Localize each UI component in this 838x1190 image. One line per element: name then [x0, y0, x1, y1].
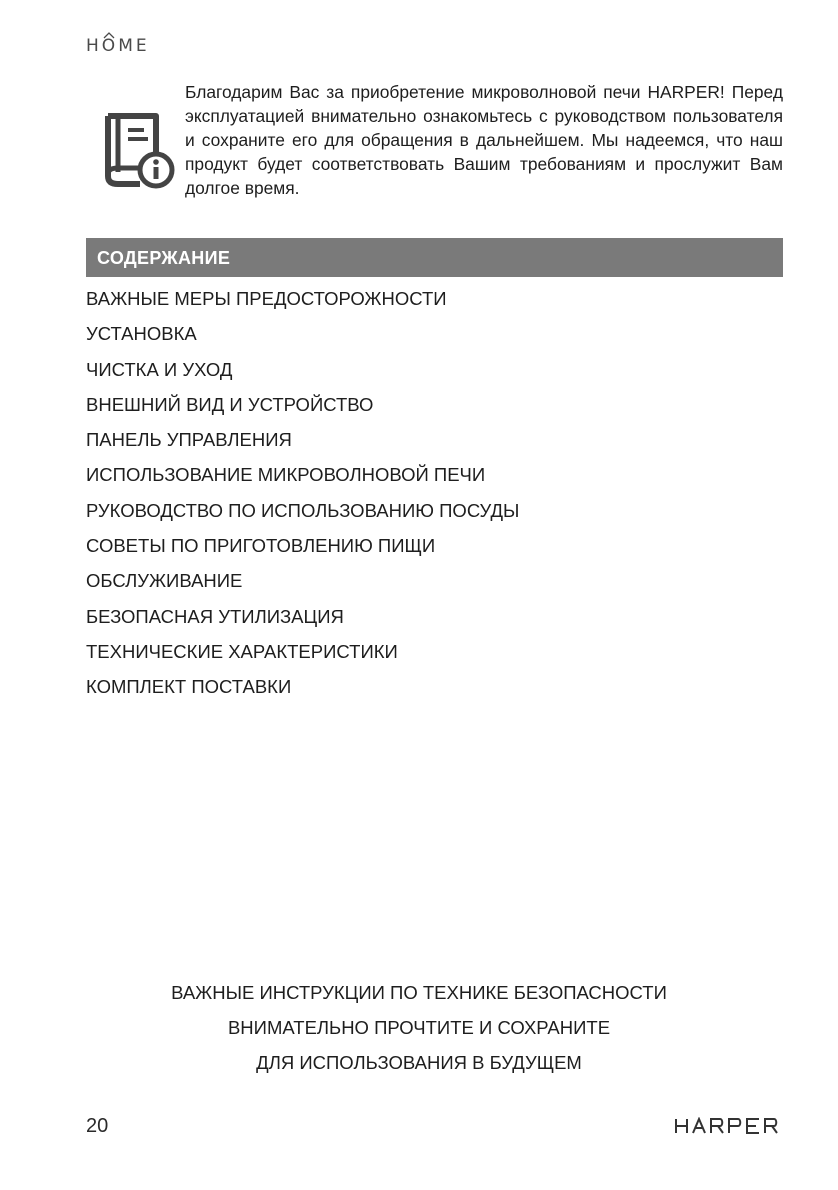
toc-item: ПАНЕЛЬ УПРАВЛЕНИЯ: [86, 429, 292, 451]
toc-list: [86, 287, 519, 711]
notice-line-2: ВНИМАТЕЛЬНО ПРОЧТИТЕ И СОХРАНИТЕ: [227, 1017, 611, 1038]
toc-title: СОДЕРЖАНИЕ: [97, 248, 231, 268]
notice-line-3: ДЛЯ ИСПОЛЬЗОВАНИЯ В БУДУЩЕМ: [256, 1052, 582, 1073]
house-o-glyph: O: [102, 36, 118, 56]
toc-item: ВНЕШНИЙ ВИД И УСТРОЙСТВО: [86, 393, 374, 415]
safety-notice: [0, 980, 838, 1085]
toc-item: СОВЕТЫ ПО ПРИГОТОВЛЕНИЮ ПИЩИ: [86, 535, 436, 557]
toc-item: БЕЗОПАСНАЯ УТИЛИЗАЦИЯ: [86, 605, 344, 627]
toc-header-bar: [86, 238, 783, 277]
toc-item: ОБСЛУЖИВАНИЕ: [86, 570, 243, 592]
toc-item: РУКОВОДСТВО ПО ИСПОЛЬЗОВАНИЮ ПОСУДЫ: [86, 499, 520, 521]
harper-logo: [674, 1117, 784, 1135]
toc-item: ВАЖНЫЕ МЕРЫ ПРЕДОСТОРОЖНОСТИ: [86, 288, 447, 309]
intro-paragraph: Благодарим Вас за приобретение микроволновой печи HARPER! Перед эксплуатацией внимательно ознакомьтесь с руководством пользователя и сохраните его для обращения в дальнейшем. Мы надеемся, что наш продукт будет соответствовать Вашим требованиям и прослужит Вам долгое время.: [185, 82, 783, 198]
toc-item: ИСПОЛЬЗОВАНИЕ МИКРОВОЛНОВОЙ ПЕЧИ: [86, 464, 486, 486]
toc-item: ТЕХНИЧЕСКИЕ ХАРАКТЕРИСТИКИ: [86, 640, 398, 662]
toc-item: УСТАНОВКА: [86, 323, 197, 345]
toc-item: ЧИСТКА И УХОД: [86, 358, 233, 380]
roof-icon: [103, 32, 115, 39]
home-logo: HO ME: [86, 36, 150, 56]
book-info-icon: [96, 110, 178, 192]
notice-line-1: ВАЖНЫЕ ИНСТРУКЦИИ ПО ТЕХНИКЕ БЕЗОПАСНОСТИ: [171, 982, 667, 1003]
page-number: 20: [86, 1115, 109, 1137]
intro-section: [86, 80, 783, 230]
toc-item: КОМПЛЕКТ ПОСТАВКИ: [86, 676, 292, 698]
